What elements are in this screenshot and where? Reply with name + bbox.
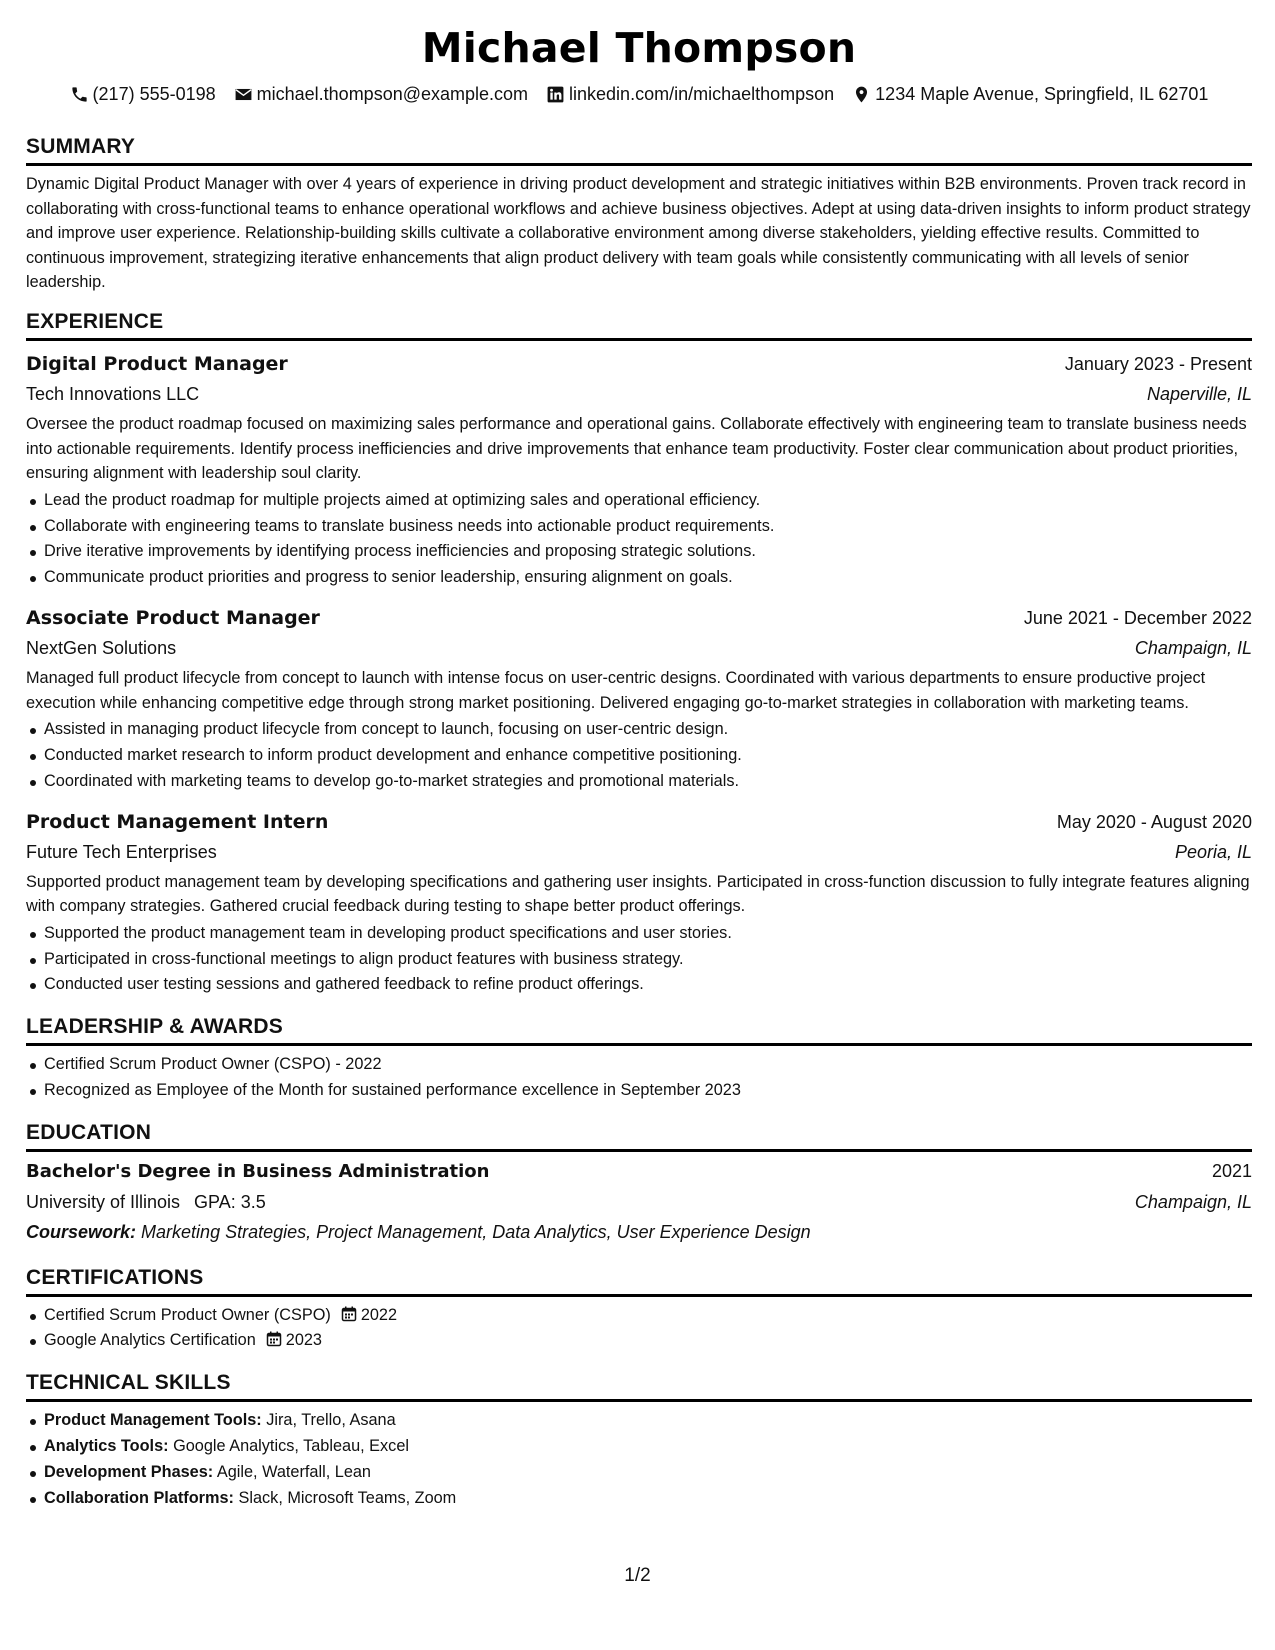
linkedin-icon [546,85,565,104]
job-company: NextGen Solutions [26,637,177,658]
job-location: Peoria, IL [1174,841,1252,862]
list-item: Certified Scrum Product Owner (CSPO) - 2022 [26,1052,1252,1078]
skill-label: Analytics Tools: [44,1437,169,1456]
job-bullets [26,488,1252,591]
skill-value: Google Analytics, Tableau, Excel [173,1437,409,1456]
list-item: Recognized as Employee of the Month for sustained performance excellence in September 2023 [26,1078,1252,1104]
list-item [26,1303,1252,1329]
job-dates: January 2023 - Present [1064,353,1252,374]
list-item [26,1408,1252,1434]
contact-bar [26,82,1252,106]
phone-icon [70,85,89,104]
job-company: Future Tech Enterprises [26,841,217,862]
email-text: michael.thompson@example.com [256,84,529,104]
job-location: Champaign, IL [1134,637,1252,658]
list-item: Conducted market research to inform product development and enhance competitive positioning. [26,743,1252,769]
list-item: Drive iterative improvements by identifying process inefficiencies and proposing strategic solutions. [26,539,1252,565]
list-item: Conducted user testing sessions and gathered feedback to refine product offerings. [26,972,1252,998]
school-name: University of Illinois [26,1191,181,1212]
calendar-icon [341,1306,357,1322]
job-bullets [26,717,1252,794]
envelope-icon [234,85,253,104]
job-location: Naperville, IL [1146,383,1252,404]
coursework [26,1217,1252,1247]
list-item: Assisted in managing product lifecycle from concept to launch, focusing on user-centric design. [26,717,1252,743]
map-pin-icon [852,85,871,104]
skill-value: Slack, Microsoft Teams, Zoom [238,1488,457,1507]
experience-heading: EXPERIENCE [26,309,1252,341]
certifications-heading: CERTIFICATIONS [26,1265,1252,1297]
contact-address [852,82,1208,106]
skills-heading: TECHNICAL SKILLS [26,1370,1252,1402]
list-item: Supported the product management team in developing product specifications and user stories. [26,921,1252,947]
list-item: Participated in cross-functional meetings to align product features with business strategy. [26,947,1252,973]
school-line [26,1187,266,1217]
job-dates: June 2021 - December 2022 [1023,607,1252,628]
job-bullets [26,921,1252,998]
certification-name: Certified Scrum Product Owner (CSPO) [44,1305,331,1324]
address-text: 1234 Maple Avenue, Springfield, IL 62701 [875,84,1209,104]
list-item: Communicate product priorities and progress to senior leadership, ensuring alignment on goals. [26,565,1252,591]
skill-label: Product Management Tools: [44,1411,262,1430]
candidate-name: Michael Thompson [421,24,857,72]
list-item [26,1328,1252,1354]
summary-section [26,134,1252,295]
list-item [26,1434,1252,1460]
certification-year: 2023 [285,1331,322,1350]
contact-phone[interactable] [70,82,216,106]
list-item: Collaborate with engineering teams to translate business needs into actionable product requirements. [26,514,1252,540]
coursework-label: Coursework: [26,1221,137,1242]
skill-label: Development Phases: [44,1462,214,1481]
school-location: Champaign, IL [1134,1191,1252,1212]
leadership-list [26,1052,1252,1104]
job-title: Digital Product Manager [26,352,288,375]
education-section [26,1120,1252,1247]
certification-name: Google Analytics Certification [44,1331,256,1350]
job-description: Managed full product lifecycle from concept to launch with intense focus on user-centric designs. Coordinated with various departments to ensure productive project execution while enhancing competitive edge through strong market positioning. Delivered engaging go-to-market strategies in collaboration with marketing teams. [26,668,1206,712]
list-item: Coordinated with marketing teams to develop go-to-market strategies and promotional materials. [26,769,1252,795]
job-entry [26,807,1252,999]
calendar-icon [266,1331,282,1347]
page-number: 1/2 [624,1565,651,1586]
job-dates: May 2020 - August 2020 [1056,811,1252,832]
education-heading: EDUCATION [26,1120,1252,1152]
skill-label: Collaboration Platforms: [44,1488,234,1507]
certification-year: 2022 [360,1305,398,1324]
linkedin-text: linkedin.com/in/michaelthompson [569,84,835,104]
job-title: Associate Product Manager [26,606,320,629]
degree-title: Bachelor's Degree in Business Administration [26,1160,490,1182]
skill-value: Jira, Trello, Asana [266,1411,396,1430]
job-entry [26,349,1252,591]
phone-text: (217) 555-0198 [92,84,216,104]
job-description: Oversee the product roadmap focused on maximizing sales performance and operational gains. Collaborate effectively with engineering team to translate business needs into actionable requirements. Identify process inefficiencies and drive improvements that enhance team productivity. Foster clear communication about product priorities, ensuring alignment with leadership soul clarity. [26,414,1247,483]
skill-value: Agile, Waterfall, Lean [216,1462,371,1481]
leadership-section [26,1014,1252,1104]
experience-section [26,309,1252,998]
list-item [26,1460,1252,1486]
contact-linkedin[interactable] [546,82,834,106]
contact-email[interactable] [234,82,528,106]
graduation-year: 2021 [1211,1160,1252,1181]
gpa: GPA: 3.5 [194,1191,266,1212]
leadership-heading: LEADERSHIP & AWARDS [26,1014,1252,1046]
certifications-list [26,1303,1252,1355]
list-item [26,1486,1252,1512]
summary-text: Dynamic Digital Product Manager with over 4 years of experience in driving product development and strategic initiatives within B2B environments. Proven track record in collaborating with cross-functional teams to enhance operational workflows and achieve business objectives. Adept at using data-driven insights to inform product strategy and improve user experience. Relationship-building skills cultivate a collaborative environment among diverse stakeholders, yielding effective results. Committed to continuous improvement, strategizing iterative enhancements that align product delivery with team goals while consistently communicating with all levels of senior leadership. [26,175,1251,292]
resume-page [26,22,1252,1511]
coursework-list: Marketing Strategies, Project Management, Data Analytics, User Experience Design [141,1221,811,1242]
skills-section [26,1370,1252,1511]
job-description: Supported product management team by developing specifications and gathering user insights. Participated in cross-function discussion to fully integrate features aligning with company strategies. Gathered crucial feedback during testing to shape better product offerings. [26,872,1250,916]
job-title: Product Management Intern [26,810,329,833]
list-item: Lead the product roadmap for multiple projects aimed at optimizing sales and operational efficiency. [26,488,1252,514]
skills-list [26,1408,1252,1511]
job-company: Tech Innovations LLC [26,383,200,404]
job-entry [26,603,1252,795]
certifications-section [26,1265,1252,1355]
summary-heading: SUMMARY [26,134,1252,166]
